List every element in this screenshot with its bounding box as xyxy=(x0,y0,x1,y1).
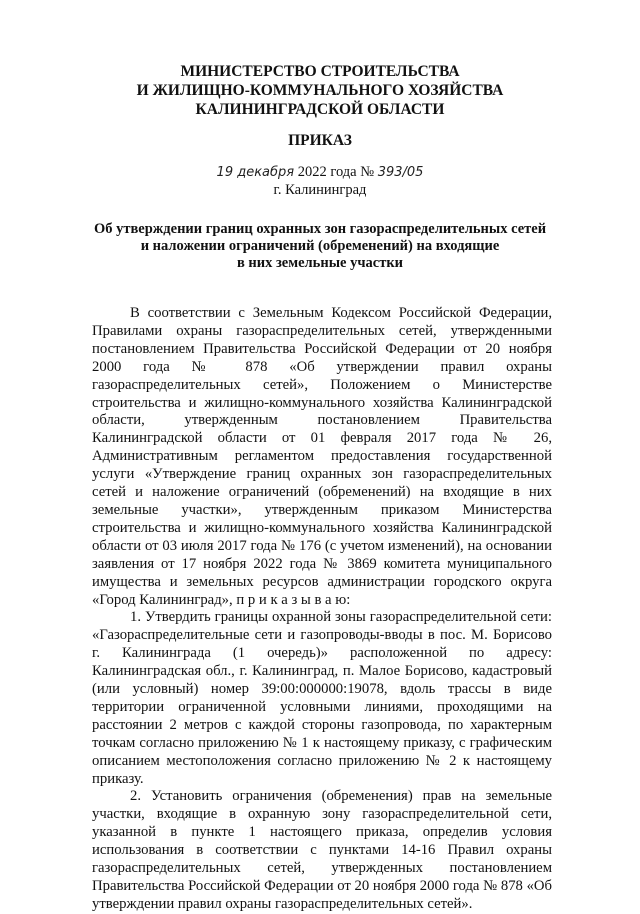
subject-line1: Об утверждении границ охранных зон газораспределительных сетей xyxy=(93,221,547,237)
handwritten-date: 19 декабря xyxy=(216,165,295,180)
item-1-paragraph: 1. Утвердить границы охранной зоны газораспределительной сети: «Газораспределительные сети и газопроводы-вводы в пос. М. Борисово г. Калининграда (1 очередь)» расположенной по адресу: Калининградская обл., г. Калининград, п. Малое Борисово, кадастровый (или условный) номер 39:00:000000:19078, вдоль трассы в виде территории ограниченной условными линиями, проходящими на расстоянии 2 метров с каждой стороны газопровода, по характерным точкам согласно приложению № 1 к настоящему приказу, с графическим описанием местоположения согласно приложению № 2 к настоящему приказу. xyxy=(92,609,552,787)
order-city: г. Калининград xyxy=(273,182,367,198)
item-2-paragraph: 2. Установить ограничения (обременения) прав на земельные участки, входящие в охранную зону газораспределительной сети, указанной в пункте 1 настоящего приказа, определив условия использования в соответствии с пунктами 14-16 Правил охраны газораспределительных сетей, утвержденных постановлением Правительства Российской Федерации от 20 ноября 2000 года № 878 «Об утверждении правил охраны газораспределительных сетей». xyxy=(92,788,552,912)
order-date-line xyxy=(0,163,640,182)
subject-line2: и наложении ограничений (обременений) на входящие xyxy=(140,238,500,254)
ministry-name-line3: КАЛИНИНГРАДСКОЙ ОБЛАСТИ xyxy=(195,101,445,118)
subject-line3: в них земельные участки xyxy=(236,255,404,271)
ministry-name-line1: МИНИСТЕРСТВО СТРОИТЕЛЬСТВА xyxy=(180,63,460,80)
order-title: ПРИКАЗ xyxy=(288,132,352,149)
order-year-text: 2022 года № xyxy=(297,164,375,180)
order-subject xyxy=(0,221,640,272)
ministry-header xyxy=(0,62,640,119)
order-body xyxy=(92,305,552,914)
preamble-paragraph: В соответствии с Земельным Кодексом Российской Федерации, Правилами охраны газораспределительных сетей, утвержденными постановлением Правительства Российской Федерации от 20 ноября 2000 года № 878 «Об утверждении правил охраны газораспределительных сетей», Положением о Министерстве строительства и жилищно-коммунального хозяйства Калининградской области, утвержденным постановлением Правительства Калининградской области от 01 февраля 2017 года № 26, Административным регламентом предоставления государственной услуги «Утверждение границ охранных зон газораспределительных сетей и наложение ограничений (обременений) на входящие в них земельные участки», утвержденным приказом Министерства строительства и жилищно-коммунального хозяйства Калининградской области от 03 июля 2017 года № 176 (с учетом изменений), на основании заявления от 17 ноября 2022 года № 3869 комитета муниципального имущества и земельных ресурсов администрации городского округа «Город Калининград», п р и к а з ы в а ю: xyxy=(92,305,552,608)
handwritten-order-number: 393/05 xyxy=(377,165,424,180)
ministry-name-line2: И ЖИЛИЩНО-КОММУНАЛЬНОГО ХОЗЯЙСТВА xyxy=(136,82,504,99)
